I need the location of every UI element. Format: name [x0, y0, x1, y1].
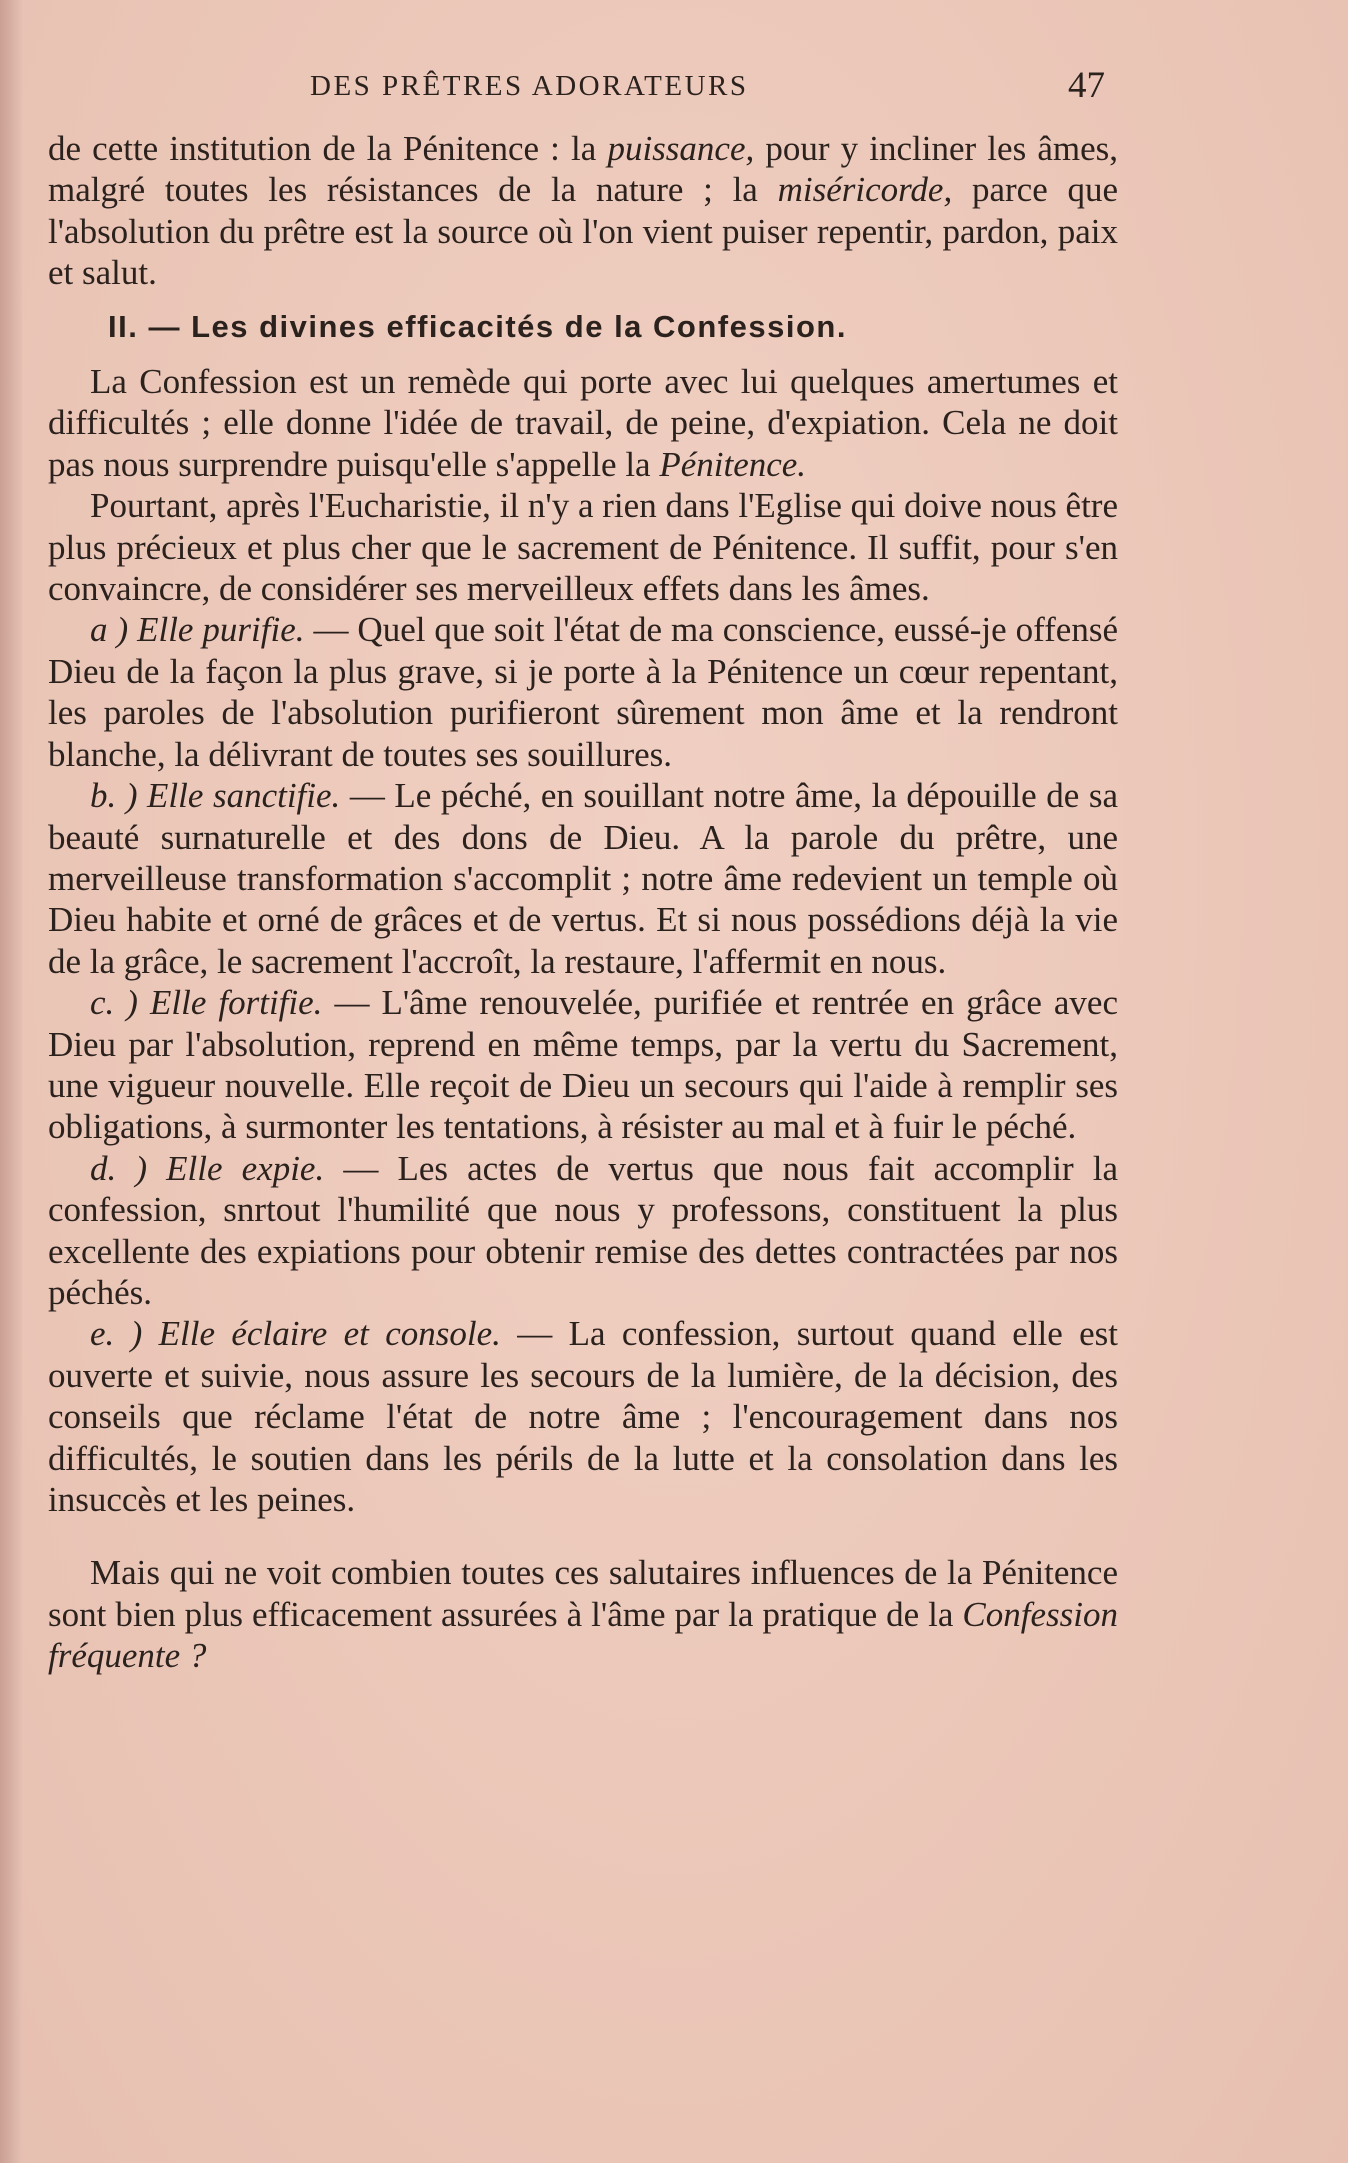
italic-term-misericorde: miséricorde,: [777, 170, 953, 210]
item-title-eclaire-console: Elle éclaire et console.: [158, 1314, 501, 1354]
item-title-purifie: Elle purifie.: [137, 610, 305, 650]
paragraph-a-purifie: [48, 609, 1118, 775]
item-title-expie: Elle expie.: [166, 1148, 325, 1188]
item-text: — Le péché, en souillant notre âme, la dépouille de sa beauté surnaturelle et des dons de Dieu. A la parole du prêtre, une merveilleuse transformation s'accomplit ; notre âme redevient un temple où Dieu habite et orné de grâces et de vertus. Et si nous possédions déjà la vie de la grâce, le sacrement l'accroît, la restaure, l'affermit en nous.: [48, 776, 1118, 981]
italic-term-confession-frequente: Confession fréquente ?: [48, 1594, 1118, 1676]
paragraph-b-sanctifie: [48, 775, 1118, 982]
paragraph-eucharistie: Pourtant, après l'Eucharistie, il n'y a rien dans l'Eglise qui doive nous être plus précieux et plus cher que le sacrement de Pénitence. Il suffit, pour s'en convaincre, de considérer ses merveilleux effets dans les âmes.: [48, 486, 1118, 609]
italic-term-penitence: Pénitence.: [659, 444, 807, 484]
item-text: — Les actes de vertus que nous fait accomplir la confession, snrtout l'humilité que nous y professons, constituent la plus excellente des expiations pour obtenir remise des dettes contractées par nos péchés.: [48, 1148, 1118, 1312]
page-binding-edge: [0, 0, 22, 2163]
text-run: La Confession est un remède qui porte avec lui quelques amertumes et difficultés ; elle donne l'idée de travail, de peine, d'expiation. Cela ne doit pas nous surprendre puisqu'elle s'appelle la: [48, 362, 1118, 484]
item-marker-a: a ): [90, 610, 138, 650]
italic-term-puissance: puissance,: [607, 129, 755, 168]
item-marker-e: e. ): [90, 1314, 159, 1354]
paragraph-remedy: [48, 361, 1118, 485]
item-marker-b: b. ): [90, 776, 148, 816]
item-text: — Quel que soit l'état de ma conscience, eussé-je offensé Dieu de la façon la plus grave, si je porte à la Pénitence un cœur repentant, les paroles de l'absolution purifieront sûrement mon âme et la rendront blanche, la délivrant de toutes ses souillures.: [48, 610, 1118, 774]
item-marker-d: d. ): [90, 1148, 167, 1188]
item-title-sanctifie: Elle sanctifie.: [147, 776, 341, 816]
paragraph-e-eclaire: [48, 1313, 1118, 1520]
section-heading: II. — Les divines efficacités de la Confession.: [108, 308, 847, 344]
text-run: Mais qui ne voit combien toutes ces salutaires influences de la Pénitence sont bien plus efficacement assurées à l'âme par la pratique de la: [48, 1553, 1118, 1634]
text-run: pour y incliner les âmes, malgré toutes les résistances de la nature ; la: [48, 129, 1118, 210]
running-title: DES PRÊTRES ADORATEURS: [310, 70, 749, 102]
page-header: [0, 62, 1348, 112]
text-run: de cette institution de la Pénitence : la: [48, 129, 608, 168]
paragraph-d-expie: [48, 1148, 1118, 1314]
body-text: [48, 128, 1118, 1677]
paragraph-continued: [48, 128, 1118, 294]
page-number: 47: [1068, 65, 1105, 106]
item-title-fortifie: Elle fortifie.: [150, 983, 323, 1023]
text-run: parce que l'absolution du prêtre est la source où l'on vient puiser repentir, pardon, paix et salut.: [48, 170, 1118, 293]
item-text: — L'âme renouvelée, purifiée et rentrée en grâce avec Dieu par l'absolution, reprend en même temps, par la vertu du Sacrement, une vigueur nouvelle. Elle reçoit de Dieu un secours qui l'aide à remplir ses obligations, à surmonter les tentations, à résister au mal et à fuir le péché.: [48, 983, 1119, 1147]
paragraph-c-fortifie: [48, 982, 1118, 1148]
item-text: — La confession, surtout quand elle est ouverte et suivie, nous assure les secours de la lumière, de la décision, des conseils que réclame l'état de notre âme ; l'encouragement dans nos difficultés, le soutien dans les périls de la lutte et la consolation dans les insuccès et les peines.: [48, 1314, 1118, 1519]
paragraph-gap: [48, 1520, 1118, 1552]
item-marker-c: c. ): [90, 983, 150, 1023]
paragraph-conclusion: [48, 1552, 1118, 1676]
